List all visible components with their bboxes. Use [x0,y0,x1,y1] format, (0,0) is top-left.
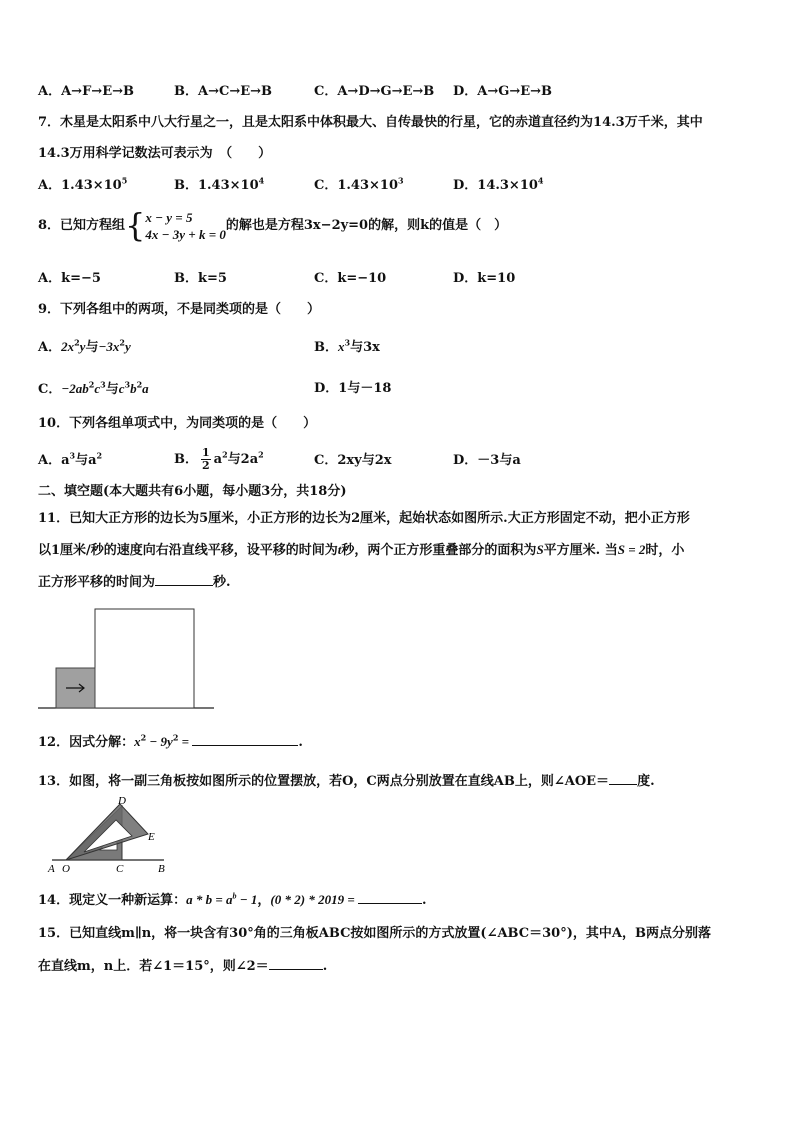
q10-option-b: B． $\frac{1}{2}$ $a^2$与$2a^2$ [174,446,264,472]
q13-answer-blank[interactable] [609,772,637,785]
q13-stem: 13．如图，将一副三角板按如图所示的位置摆放，若O，C两点分别放置在直线AB上，则∠AOE＝ 度. [38,774,655,789]
q10-option-c: C．2xy与2x [314,453,392,468]
q10-stem: 10．下列各组单项式中，为同类项的是（ ） [38,416,317,431]
q9-option-a: A．$2x^2y$与$-3x^2y$ [38,337,131,355]
q8-option-d: D．k=10 [453,271,516,286]
label-o: O [62,863,70,874]
q7-option-c: C．$1.43\times 10^3$ [314,175,404,193]
q8-equation-system: x − y = 5 4x − 3y + k = 0 [145,209,226,242]
label-e: E [148,831,155,843]
q8-stem: 8．已知方程组{ x − y = 5 4x − 3y + k = 0 的解也是方程3x−2y=0的解，则k的值是（ ） [38,206,508,245]
q14-line: 14．现定义一种新运算：$a * b = a^b - 1$，(0 * 2) * 2019 = . [38,891,427,908]
label-c: C [116,863,124,874]
q11-line1: 11．已知大正方形的边长为5厘米，小正方形的边长为2厘米，起始状态如图所示.大正方形固定不动，把小正方形 [38,511,690,526]
q15-line2: 在直线m，n上．若∠1＝15°，则∠2＝ . [38,959,328,974]
q9-option-c: C．$-2ab^2c^3$与$c^3b^2a$ [38,379,149,397]
q12-answer-blank[interactable] [192,733,298,746]
q6-option-d: D．A→G→E→B [453,84,553,99]
q10-option-a: A．$a^3$与$a^2$ [38,450,103,468]
q10-fraction: $\frac{1}{2}$ [202,446,210,472]
q8-option-b: B．k=5 [174,271,227,286]
q11-line3: 正方形平移的时间为 秒. [38,575,231,590]
label-a: A [48,863,55,874]
q8-option-a: A．k=−5 [38,271,101,286]
q8-system-brace: { [125,206,146,245]
q10-option-d: D．－3与a [453,453,521,468]
large-square [95,609,194,708]
q7-stem-line1: 7．木星是太阳系中八大行星之一，且是太阳系中体积最大、自传最快的行星，它的赤道直径约为14.3万千米，其中 [38,115,703,130]
q11-line2: 以1厘米/秒的速度向右沿直线平移，设平移的时间为t秒，两个正方形重叠部分的面积为S平方厘米. 当S = 2时，小 [38,542,685,558]
section-2-heading: 二、填空题(本大题共有6小题，每小题3分，共18分) [38,484,347,499]
q12-line: 12．因式分解：$x^2 - 9y^2$ = . [38,732,303,750]
label-b: B [158,863,165,874]
q6-option-b: B．A→C→E→B [174,84,272,99]
q9-stem: 9．下列各组中的两项，不是同类项的是（ ） [38,302,321,317]
q7-option-a: A．$1.43\times 10^5$ [38,175,128,193]
q11-squares-figure [36,605,216,715]
q9-option-b: B．$x^3$与3x [314,337,380,355]
q11-answer-blank[interactable] [155,573,213,586]
q15-line1: 15．已知直线m∥n，将一块含有30°角的三角板ABC按如图所示的方式放置(∠ABC＝30°)，其中A，B两点分别落 [38,926,711,941]
q7-option-b: B．$1.43\times 10^4$ [174,175,265,193]
q9-option-d: D．1与－18 [314,381,392,396]
q13-set-squares-figure [44,792,184,874]
q7-stem-line2: 14.3万用科学记数法可表示为 （ ） [38,146,272,161]
q7-option-d: D．$14.3\times 10^4$ [453,175,544,193]
q14-answer-blank[interactable] [358,891,422,904]
label-d: D [118,795,126,807]
q8-option-c: C．k=−10 [314,271,387,286]
q6-option-c: C．A→D→G→E→B [314,84,435,99]
q15-answer-blank[interactable] [269,957,323,970]
q6-option-a: A．A→F→E→B [38,84,134,99]
